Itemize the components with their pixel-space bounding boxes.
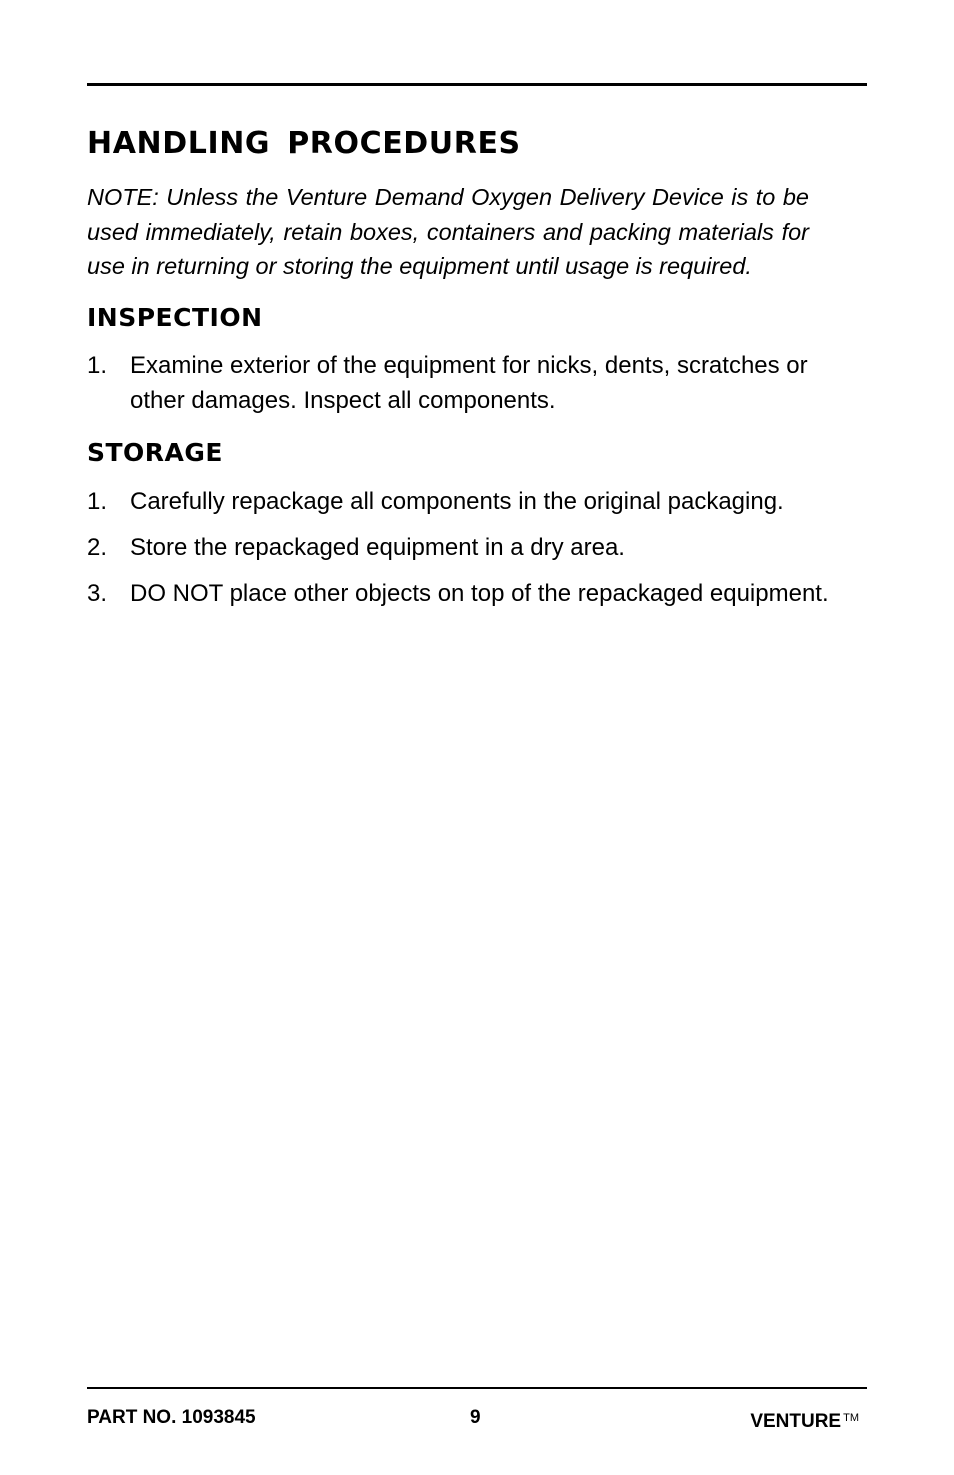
list-item-text: Carefully repackage all components in the original packaging. bbox=[130, 488, 784, 515]
bottom-rule bbox=[87, 1387, 867, 1389]
brand-name bbox=[750, 1404, 859, 1436]
list-item-number: 3. bbox=[87, 580, 108, 607]
inspection-list bbox=[87, 348, 847, 418]
brand-label: VENTURE bbox=[750, 1411, 842, 1432]
storage-heading: STORAGE bbox=[87, 438, 224, 467]
list-item bbox=[87, 530, 847, 565]
list-item-number: 1. bbox=[87, 488, 108, 515]
inspection-heading: INSPECTION bbox=[87, 303, 263, 332]
trademark-symbol: TM bbox=[843, 1412, 859, 1424]
manual-page bbox=[87, 0, 867, 1475]
page-title: HANDLING PROCEDURES bbox=[87, 126, 521, 161]
page-footer bbox=[87, 1404, 867, 1432]
handling-note: NOTE: Unless the Venture Demand Oxygen Delivery Device is to be used immediately, retain boxes, containers and packing materials for use in returning or storing the equipment until usage is required. bbox=[87, 184, 809, 279]
top-rule bbox=[87, 83, 867, 86]
storage-list bbox=[87, 484, 847, 622]
list-item bbox=[87, 576, 847, 611]
list-item bbox=[87, 484, 847, 519]
list-item-text: DO NOT place other objects on top of the repackaged equipment. bbox=[130, 580, 829, 607]
list-item-number: 1. bbox=[87, 352, 108, 379]
list-item-number: 2. bbox=[87, 534, 108, 561]
list-item-text: Examine exterior of the equipment for nicks, dents, scratches or other damages. Inspect all components. bbox=[130, 352, 808, 414]
list-item bbox=[87, 348, 847, 418]
part-number: PART NO. 1093845 bbox=[87, 1407, 256, 1428]
list-item-text: Store the repackaged equipment in a dry area. bbox=[130, 534, 625, 561]
page-number: 9 bbox=[470, 1407, 481, 1428]
